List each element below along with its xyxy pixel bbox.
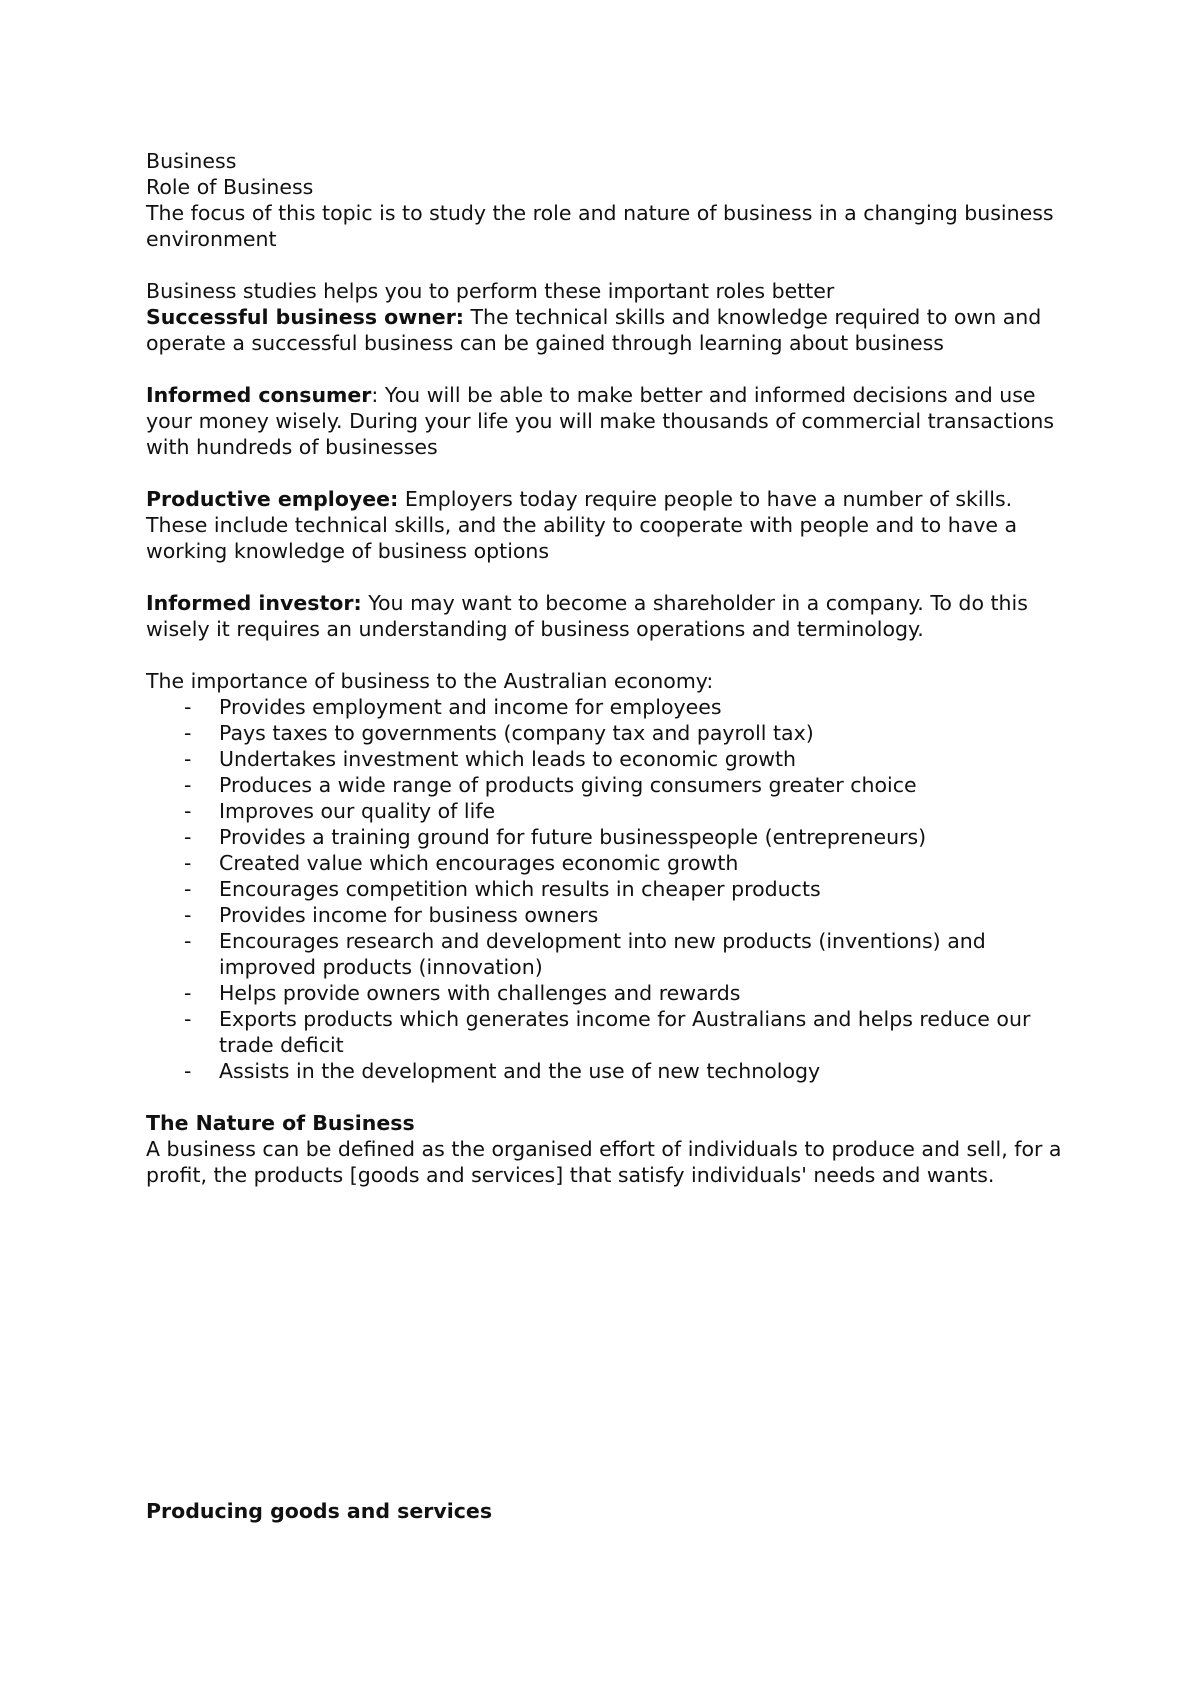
spacer [146, 642, 1076, 668]
bullet-dash: - [184, 825, 192, 849]
list-item [146, 902, 1076, 928]
role-informed-consumer [146, 382, 1076, 460]
spacer [146, 564, 1076, 590]
list-item [146, 928, 1076, 980]
list-item [146, 720, 1076, 746]
bullet-dash: - [184, 1007, 192, 1031]
bullet-dash: - [184, 851, 192, 875]
list-item-text: Pays taxes to governments (company tax and payroll tax) [219, 721, 814, 745]
role-text: You may want to become a shareholder in a company. To do this wisely it requires an understanding of business operations and terminology. [146, 591, 1028, 641]
list-item-text: Encourages research and development into new products (inventions) and improved products (innovation) [219, 929, 986, 979]
list-item [146, 824, 1076, 850]
role-successful-owner [146, 304, 1076, 356]
role-informed-investor [146, 590, 1076, 642]
nature-paragraph: A business can be defined as the organised effort of individuals to produce and sell, for a profit, the products [goods and services] that satisfy individuals' needs and wants. [146, 1137, 1062, 1187]
list-item [146, 850, 1076, 876]
list-item-text: Undertakes investment which leads to economic growth [219, 747, 797, 771]
bullet-dash: - [184, 981, 192, 1005]
bullet-dash: - [184, 721, 192, 745]
list-item-text: Helps provide owners with challenges and rewards [219, 981, 741, 1005]
list-item [146, 980, 1076, 1006]
producing-heading: Producing goods and services [146, 1499, 493, 1523]
spacer [146, 252, 1076, 278]
list-item [146, 694, 1076, 720]
bullet-dash: - [184, 877, 192, 901]
document-body [146, 148, 1076, 1188]
list-item [146, 746, 1076, 772]
role-text: : You will be able to make better and informed decisions and use your money wisely. During your life you will make thousands of commercial transactions with hundreds of businesses [146, 383, 1055, 459]
list-item-text: Assists in the development and the use of new technology [219, 1059, 821, 1083]
focus-paragraph: The focus of this topic is to study the role and nature of business in a changing business environment [146, 201, 1054, 251]
bullet-dash: - [184, 747, 192, 771]
bullet-dash: - [184, 929, 192, 953]
list-item-text: Provides income for business owners [219, 903, 599, 927]
list-item-text: Encourages competition which results in cheaper products [219, 877, 821, 901]
document-title: Business [146, 149, 237, 173]
spacer [146, 356, 1076, 382]
bullet-dash: - [184, 695, 192, 719]
role-term: Informed investor: [146, 591, 362, 615]
role-text: Employers today require people to have a number of skills. These include technical skills, and the ability to cooperate with people and to have a working knowledge of business options [146, 487, 1018, 563]
list-item-text: Exports products which generates income for Australians and helps reduce our trade deficit [219, 1007, 1031, 1057]
list-item [146, 876, 1076, 902]
list-item-text: Improves our quality of life [219, 799, 496, 823]
list-item [146, 798, 1076, 824]
spacer [146, 1084, 1076, 1110]
role-term: Successful business owner: [146, 305, 465, 329]
bullet-dash: - [184, 903, 192, 927]
bullet-dash: - [184, 773, 192, 797]
intro-paragraph: Business studies helps you to perform these important roles better [146, 279, 835, 303]
list-item [146, 1006, 1076, 1058]
bullet-dash: - [184, 799, 192, 823]
list-item-text: Provides a training ground for future businesspeople (entrepreneurs) [219, 825, 927, 849]
role-term: Productive employee: [146, 487, 399, 511]
list-item-text: Created value which encourages economic growth [219, 851, 739, 875]
importance-heading: The importance of business to the Australian economy: [146, 669, 714, 693]
role-text: The technical skills and knowledge required to own and operate a successful business can be gained through learning about business [146, 305, 1042, 355]
role-productive-employee [146, 486, 1076, 564]
list-item [146, 772, 1076, 798]
bullet-dash: - [184, 1059, 192, 1083]
role-term: Informed consumer [146, 383, 372, 407]
nature-heading: The Nature of Business [146, 1111, 415, 1135]
list-item-text: Produces a wide range of products giving consumers greater choice [219, 773, 917, 797]
list-item-text: Provides employment and income for employees [219, 695, 722, 719]
spacer [146, 460, 1076, 486]
document-subtitle: Role of Business [146, 175, 314, 199]
importance-list [146, 694, 1076, 1084]
list-item [146, 1058, 1076, 1084]
